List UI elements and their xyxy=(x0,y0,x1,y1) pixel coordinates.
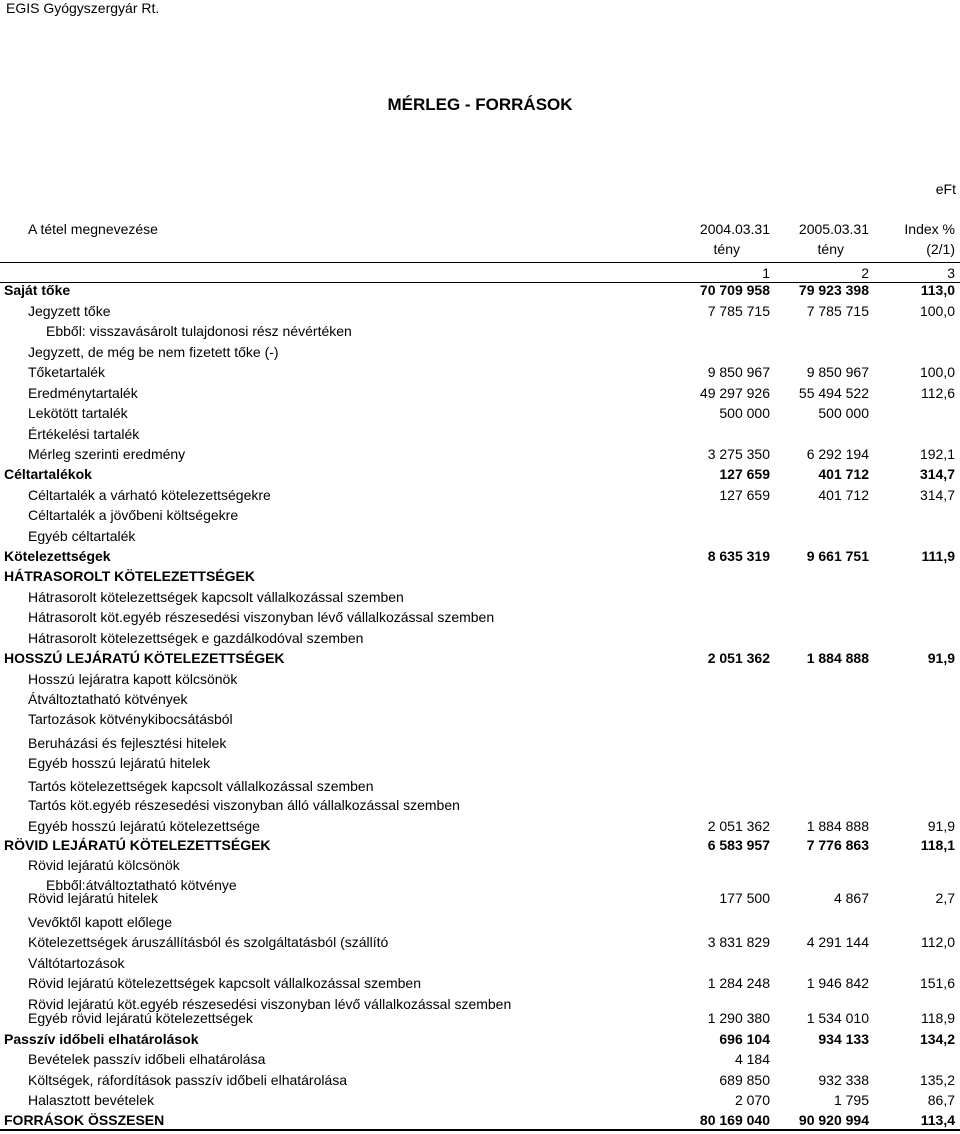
table-row xyxy=(0,975,960,995)
value-2004: 3 275 350 xyxy=(707,446,770,462)
table-row xyxy=(0,1051,960,1071)
table-row xyxy=(0,857,960,877)
table-row xyxy=(0,778,960,798)
value-2004: 500 000 xyxy=(719,405,770,421)
row-label: Váltótartozások xyxy=(28,955,125,971)
row-label: Céltartalék a várható kötelezettségekre xyxy=(28,487,271,503)
value-2004: 2 051 362 xyxy=(707,818,770,834)
value-2005: 1 946 842 xyxy=(806,975,869,991)
value-index: 118,1 xyxy=(920,837,955,853)
value-index: 314,7 xyxy=(919,487,955,503)
row-label: Hátrasorolt köt.egyéb részesedési viszonyban lévő vállalkozással szemben xyxy=(28,609,495,625)
value-2005: 7 785 715 xyxy=(806,303,869,319)
value-index: 100,0 xyxy=(919,364,955,380)
row-label: Egyéb céltartalék xyxy=(28,528,136,544)
row-label: Saját tőke xyxy=(4,282,71,298)
value-index: 112,6 xyxy=(921,385,955,401)
table-row xyxy=(0,528,960,548)
column-header-index: Index % xyxy=(904,221,955,237)
row-label: Egyéb rövid lejáratú kötelezettségek xyxy=(28,1010,253,1026)
table-row xyxy=(0,466,960,486)
table-row xyxy=(0,630,960,650)
row-label: Lekötött tartalék xyxy=(28,405,128,421)
column-sub-index: (2/1) xyxy=(926,241,955,257)
row-label: Rövid lejáratú köt.egyéb részesedési viszonyban lévő vállalkozással szemben xyxy=(28,996,512,1012)
table-row xyxy=(0,589,960,609)
table-row xyxy=(0,755,960,775)
value-2005: 934 133 xyxy=(818,1031,869,1047)
value-2004: 127 659 xyxy=(719,466,770,482)
row-label: Bevételek passzív időbeli elhatárolása xyxy=(28,1051,266,1067)
value-2004: 6 583 957 xyxy=(707,837,770,853)
row-label: Tőketartalék xyxy=(28,364,106,380)
column-num-3: 3 xyxy=(947,265,955,281)
value-2005: 6 292 194 xyxy=(806,446,869,462)
value-2005: 7 776 863 xyxy=(806,837,869,853)
row-label: Vevőktől kapott előlege xyxy=(28,914,172,930)
value-index: 91,9 xyxy=(927,650,955,666)
table-row xyxy=(0,837,960,857)
row-label: Tartós köt.egyéb részesedési viszonyban álló vállalkozással szemben xyxy=(28,797,460,813)
table-row xyxy=(0,711,960,731)
value-2004: 689 850 xyxy=(719,1072,770,1088)
table-row xyxy=(0,671,960,691)
value-2005: 90 920 994 xyxy=(798,1112,869,1128)
table-row xyxy=(0,568,960,588)
row-label: Eredménytartalék xyxy=(28,385,138,401)
value-2005: 1 884 888 xyxy=(806,650,869,666)
value-2005: 9 850 967 xyxy=(806,364,869,380)
table-row xyxy=(0,818,960,838)
value-index: 111,9 xyxy=(921,548,955,564)
value-2004: 2 070 xyxy=(734,1092,770,1108)
value-2005: 4 291 144 xyxy=(806,934,869,950)
value-index: 135,2 xyxy=(919,1072,955,1088)
table-row xyxy=(0,890,960,910)
value-2005: 500 000 xyxy=(818,405,869,421)
column-sub-2004: tény xyxy=(713,241,740,257)
row-label: HOSSZÚ LEJÁRATÚ KÖTELEZETTSÉGEK xyxy=(4,650,285,666)
value-index: 151,6 xyxy=(919,975,955,991)
row-label: Hosszú lejáratra kapott kölcsönök xyxy=(28,671,238,687)
table-row xyxy=(0,507,960,527)
row-label: Hátrasorolt kötelezettségek e gazdálkodóval szemben xyxy=(28,630,364,646)
row-label: Jegyzett tőke xyxy=(28,303,111,319)
value-index: 113,4 xyxy=(920,1112,955,1128)
table-row xyxy=(0,691,960,711)
table-row xyxy=(0,797,960,817)
value-2005: 4 867 xyxy=(833,890,869,906)
column-header-2004: 2004.03.31 xyxy=(699,221,770,237)
value-2004: 8 635 319 xyxy=(707,548,770,564)
row-label: Céltartalék a jövőbeni költségekre xyxy=(28,507,239,523)
table-row xyxy=(0,323,960,343)
value-2004: 1 284 248 xyxy=(707,975,770,991)
table-row xyxy=(0,735,960,755)
table-row xyxy=(0,1072,960,1092)
page-title: MÉRLEG - FORRÁSOK xyxy=(387,95,573,114)
row-label: Kötelezettségek xyxy=(4,548,111,564)
column-header-label: A tétel megnevezése xyxy=(28,221,158,237)
row-label: Ebből: visszavásárolt tulajdonosi rész névértéken xyxy=(46,323,352,339)
table-row xyxy=(0,1010,960,1030)
row-label: Egyéb hosszú lejáratú kötelezettsége xyxy=(28,818,260,834)
table-row xyxy=(0,955,960,975)
table-row xyxy=(0,426,960,446)
value-2004: 3 831 829 xyxy=(707,934,770,950)
row-label: Kötelezettségek áruszállításból és szolgáltatásból (szállító xyxy=(28,934,389,950)
value-2005: 79 923 398 xyxy=(798,282,869,298)
table-row xyxy=(0,1031,960,1051)
table-bottom-border xyxy=(0,1129,960,1131)
value-index: 91,9 xyxy=(927,818,955,834)
value-2004: 70 709 958 xyxy=(699,282,770,298)
value-index: 118,9 xyxy=(921,1010,955,1026)
column-sub-2005: tény xyxy=(817,241,844,257)
row-label: Rövid lejáratú kölcsönök xyxy=(28,857,180,873)
row-label: Halasztott bevételek xyxy=(28,1092,155,1108)
table-row xyxy=(0,934,960,954)
table-row xyxy=(0,650,960,670)
table-row xyxy=(0,344,960,364)
value-index: 112,0 xyxy=(921,934,955,950)
table-row xyxy=(0,548,960,568)
value-index: 314,7 xyxy=(919,466,955,482)
value-2005: 1 534 010 xyxy=(806,1010,869,1026)
row-label: Hátrasorolt kötelezettségek kapcsolt vállalkozással szemben xyxy=(28,589,404,605)
row-label: Rövid lejáratú kötelezettségek kapcsolt vállalkozással szemben xyxy=(28,975,421,991)
row-label: Egyéb hosszú lejáratú hitelek xyxy=(28,755,211,771)
row-label: Átváltoztatható kötvények xyxy=(28,691,188,707)
value-2005: 932 338 xyxy=(818,1072,869,1088)
row-label: Rövid lejáratú hitelek xyxy=(28,890,158,906)
row-label: Tartós kötelezettségek kapcsolt vállalkozással szemben xyxy=(28,778,374,794)
table-row xyxy=(0,446,960,466)
value-index: 192,1 xyxy=(919,446,955,462)
value-2004: 177 500 xyxy=(719,890,770,906)
row-label: Tartozások kötvénykibocsátásból xyxy=(28,711,233,727)
row-label: Beruházási és fejlesztési hitelek xyxy=(28,735,227,751)
header-divider xyxy=(0,262,960,263)
table-row xyxy=(0,405,960,425)
value-2004: 4 184 xyxy=(734,1051,770,1067)
value-2005: 401 712 xyxy=(818,466,869,482)
row-label: Ebből:átváltoztatható kötvénye xyxy=(46,877,237,893)
table-row xyxy=(0,303,960,323)
value-index: 113,0 xyxy=(920,282,955,298)
row-label: Értékelési tartalék xyxy=(28,426,140,442)
row-label: Céltartalékok xyxy=(4,466,92,482)
value-2004: 1 290 380 xyxy=(707,1010,770,1026)
column-num-1: 1 xyxy=(762,265,770,281)
table-row xyxy=(0,914,960,934)
value-2004: 9 850 967 xyxy=(707,364,770,380)
row-label: Költségek, ráfordítások passzív időbeli elhatárolása xyxy=(28,1072,348,1088)
value-2005: 401 712 xyxy=(818,487,869,503)
value-index: 100,0 xyxy=(919,303,955,319)
value-index: 134,2 xyxy=(919,1031,955,1047)
row-label: Mérleg szerinti eredmény xyxy=(28,446,186,462)
table-row xyxy=(0,385,960,405)
value-2004: 49 297 926 xyxy=(699,385,770,401)
value-2004: 7 785 715 xyxy=(707,303,770,319)
value-2005: 55 494 522 xyxy=(798,385,869,401)
value-2005: 1 795 xyxy=(833,1092,869,1108)
unit-label: eFt xyxy=(935,181,956,197)
value-2004: 80 169 040 xyxy=(699,1112,770,1128)
column-num-2: 2 xyxy=(861,265,869,281)
row-label: FORRÁSOK ÖSSZESEN xyxy=(4,1112,165,1128)
value-2004: 2 051 362 xyxy=(707,650,770,666)
row-label: HÁTRASOROLT KÖTELEZETTSÉGEK xyxy=(4,568,255,584)
row-label: Jegyzett, de még be nem fizetett tőke (-) xyxy=(28,344,279,360)
table-row xyxy=(0,1092,960,1112)
row-label: Passzív időbeli elhatárolások xyxy=(4,1031,199,1047)
column-header-2005: 2005.03.31 xyxy=(798,221,869,237)
table-row xyxy=(0,487,960,507)
value-index: 86,7 xyxy=(927,1092,955,1108)
table-row xyxy=(0,364,960,384)
value-2005: 1 884 888 xyxy=(806,818,869,834)
table-row xyxy=(0,282,960,302)
value-2004: 127 659 xyxy=(719,487,770,503)
value-index: 2,7 xyxy=(935,890,955,906)
table-row xyxy=(0,609,960,629)
value-2005: 9 661 751 xyxy=(806,548,869,564)
company-name: EGIS Gyógyszergyár Rt. xyxy=(6,0,160,16)
value-2004: 696 104 xyxy=(719,1031,770,1047)
row-label: RÖVID LEJÁRATÚ KÖTELEZETTSÉGEK xyxy=(4,837,271,853)
